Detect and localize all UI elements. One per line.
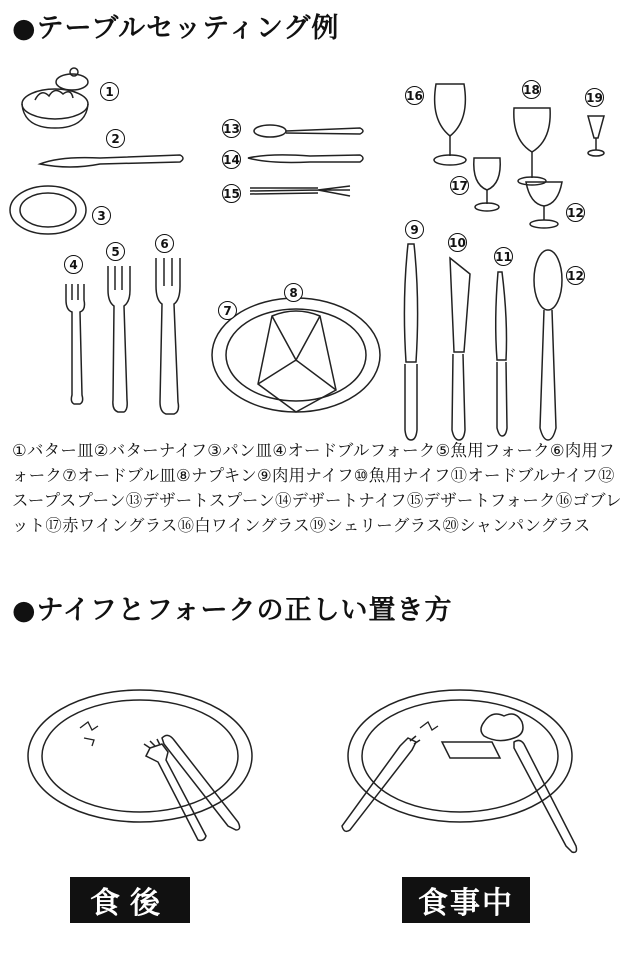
hors-doeuvre-knife-illustration bbox=[496, 272, 507, 436]
hors-doeuvre-fork-illustration bbox=[66, 284, 85, 404]
number-label-14: 14 bbox=[222, 150, 241, 169]
butter-knife-illustration bbox=[40, 155, 183, 167]
dessert-knife-illustration bbox=[248, 155, 363, 163]
meat-knife-illustration bbox=[404, 244, 417, 440]
bread-plate-illustration bbox=[10, 186, 86, 234]
number-label-17: 17 bbox=[450, 176, 469, 195]
dessert-fork-illustration bbox=[250, 186, 350, 196]
number-label-12: 12 bbox=[566, 266, 585, 285]
meat-fork-illustration bbox=[156, 258, 180, 414]
number-label-2: 2 bbox=[106, 129, 125, 148]
plate-during-meal-illustration bbox=[348, 690, 572, 822]
number-label-1: 1 bbox=[100, 82, 119, 101]
number-label-5: 5 bbox=[106, 242, 125, 261]
butter-dish-illustration bbox=[22, 68, 88, 128]
number-label-16: 16 bbox=[405, 86, 424, 105]
number-label-18: 18 bbox=[522, 80, 541, 99]
white-wine-glass-illustration bbox=[514, 108, 550, 185]
legend-text: ①バター皿②バターナイフ③パン皿④オードブルフォーク⑤魚用フォーク⑥肉用フォーク⑦オードブル皿⑧ナプキン⑨肉用ナイフ⑩魚用ナイフ⑪オードブルナイフ⑫スープスプーン⑬デザートスプーン⑭デザートナイフ⑮デザートフォーク⑯ゴブレット⑰赤ワイングラス⑯白ワイングラス⑲シェリーグラス⑳シャンパングラス bbox=[12, 441, 622, 535]
fish-knife-illustration bbox=[450, 258, 470, 440]
goblet-illustration bbox=[434, 84, 466, 165]
number-label-11: 11 bbox=[494, 247, 513, 266]
after-meal-badge: 食後 bbox=[70, 877, 190, 923]
fork-after-meal-illustration bbox=[144, 739, 206, 841]
number-label-3: 3 bbox=[92, 206, 111, 225]
number-label-9: 9 bbox=[405, 220, 424, 239]
number-label-13: 13 bbox=[222, 119, 241, 138]
fork-during-meal-illustration bbox=[342, 736, 420, 831]
champagne-glass-illustration bbox=[526, 182, 562, 228]
number-label-6: 6 bbox=[155, 234, 174, 253]
napkin-illustration bbox=[258, 311, 336, 412]
number-label-4: 4 bbox=[64, 255, 83, 274]
sherry-glass-illustration bbox=[588, 116, 604, 156]
fish-fork-illustration bbox=[108, 266, 130, 412]
number-label-19: 19 bbox=[585, 88, 604, 107]
section-title-knife-fork: ●ナイフとフォークの正しい置き方 bbox=[12, 595, 453, 626]
plate-after-meal-illustration bbox=[28, 690, 252, 822]
number-label-8: 8 bbox=[284, 283, 303, 302]
section-title-table-setting: ●テーブルセッティング例 bbox=[12, 13, 340, 44]
hors-doeuvre-plate-illustration bbox=[212, 298, 380, 412]
knife-during-meal-illustration bbox=[514, 740, 577, 852]
number-label-10: 10 bbox=[448, 233, 467, 252]
number-label-15: 15 bbox=[222, 184, 241, 203]
number-label-12b: 12 bbox=[566, 203, 585, 222]
number-label-7: 7 bbox=[218, 301, 237, 320]
knife-after-meal-illustration bbox=[162, 735, 240, 830]
red-wine-glass-illustration bbox=[474, 158, 500, 211]
soup-spoon-illustration bbox=[534, 250, 562, 440]
dessert-spoon-illustration bbox=[254, 125, 363, 137]
during-meal-badge: 食事中 bbox=[402, 877, 530, 923]
